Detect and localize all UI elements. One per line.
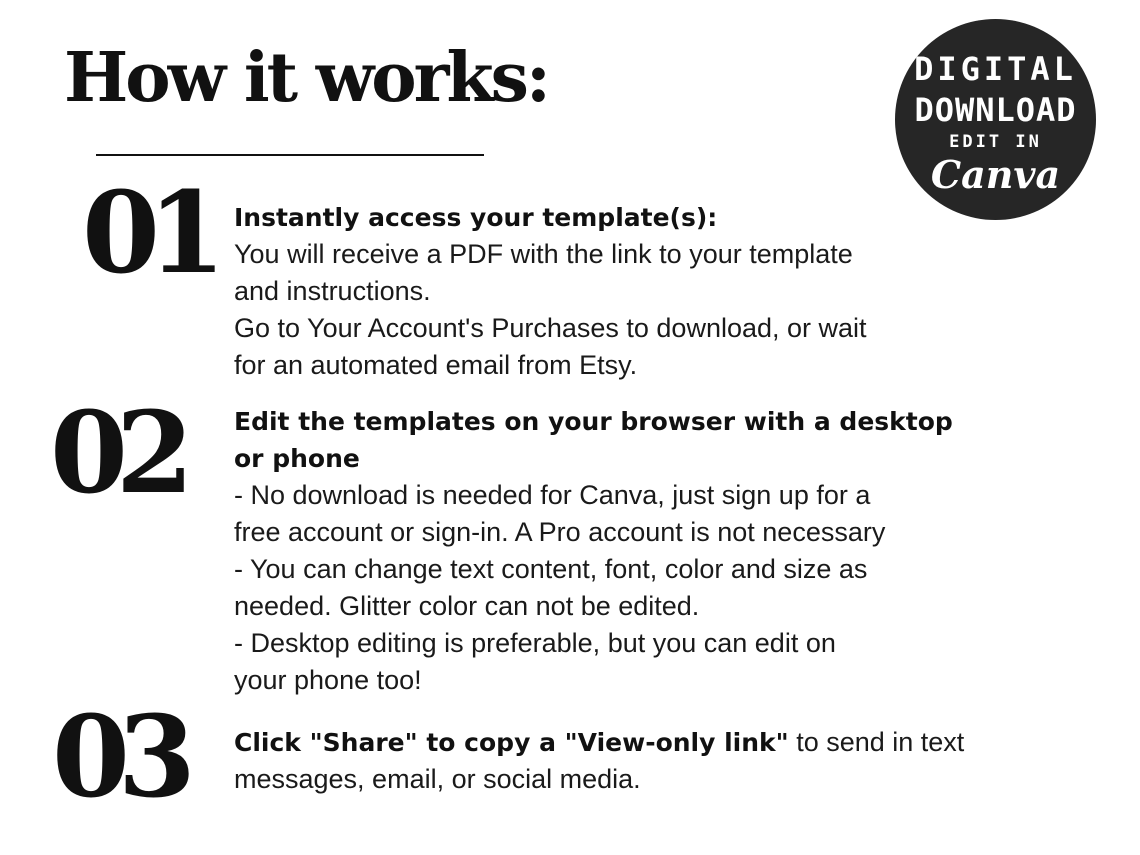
badge-edit-in-text: EDIT IN [949,132,1042,152]
step-3 [234,724,1034,798]
step-3-heading: Click "Share" to copy a "View-only link" [234,728,789,757]
step-number-02: 02 [50,388,182,519]
step-1-line: You will receive a PDF with the link to your template [234,239,853,269]
page-title: How it works: [64,38,548,118]
step-1-heading: Instantly access your template(s): [234,203,718,232]
step-3-first-line [234,724,1034,761]
step-1-line: and instructions. [234,276,431,306]
badge-download-text: DOWNLOAD [914,91,1077,129]
step-3-line: messages, email, or social media. [234,764,641,794]
step-2 [234,403,1034,699]
step-2-line: - Desktop editing is preferable, but you can edit on [234,628,836,658]
step-1-line: for an automated email from Etsy. [234,350,638,380]
step-number-03: 03 [52,692,184,823]
step-2-line: - No download is needed for Canva, just sign up for a [234,480,871,510]
title-divider [96,154,484,156]
step-2-line: your phone too! [234,665,422,695]
step-number-01: 01 [82,168,214,299]
step-2-line: - You can change text content, font, color and size as [234,554,868,584]
step-2-line: free account or sign-in. A Pro account is not necessary [234,517,886,547]
step-1-line: Go to Your Account's Purchases to download, or wait [234,313,867,343]
step-1 [234,199,1034,384]
step-3-heading-tail: to send in text [788,727,965,757]
step-2-line: needed. Glitter color can not be edited. [234,591,700,621]
badge-canva-logo: Canva [930,152,1061,197]
step-2-heading: or phone [234,444,360,473]
step-2-heading: Edit the templates on your browser with a desktop [234,407,953,436]
badge-digital-text: DIGITAL [914,50,1077,88]
digital-download-badge [895,19,1096,220]
